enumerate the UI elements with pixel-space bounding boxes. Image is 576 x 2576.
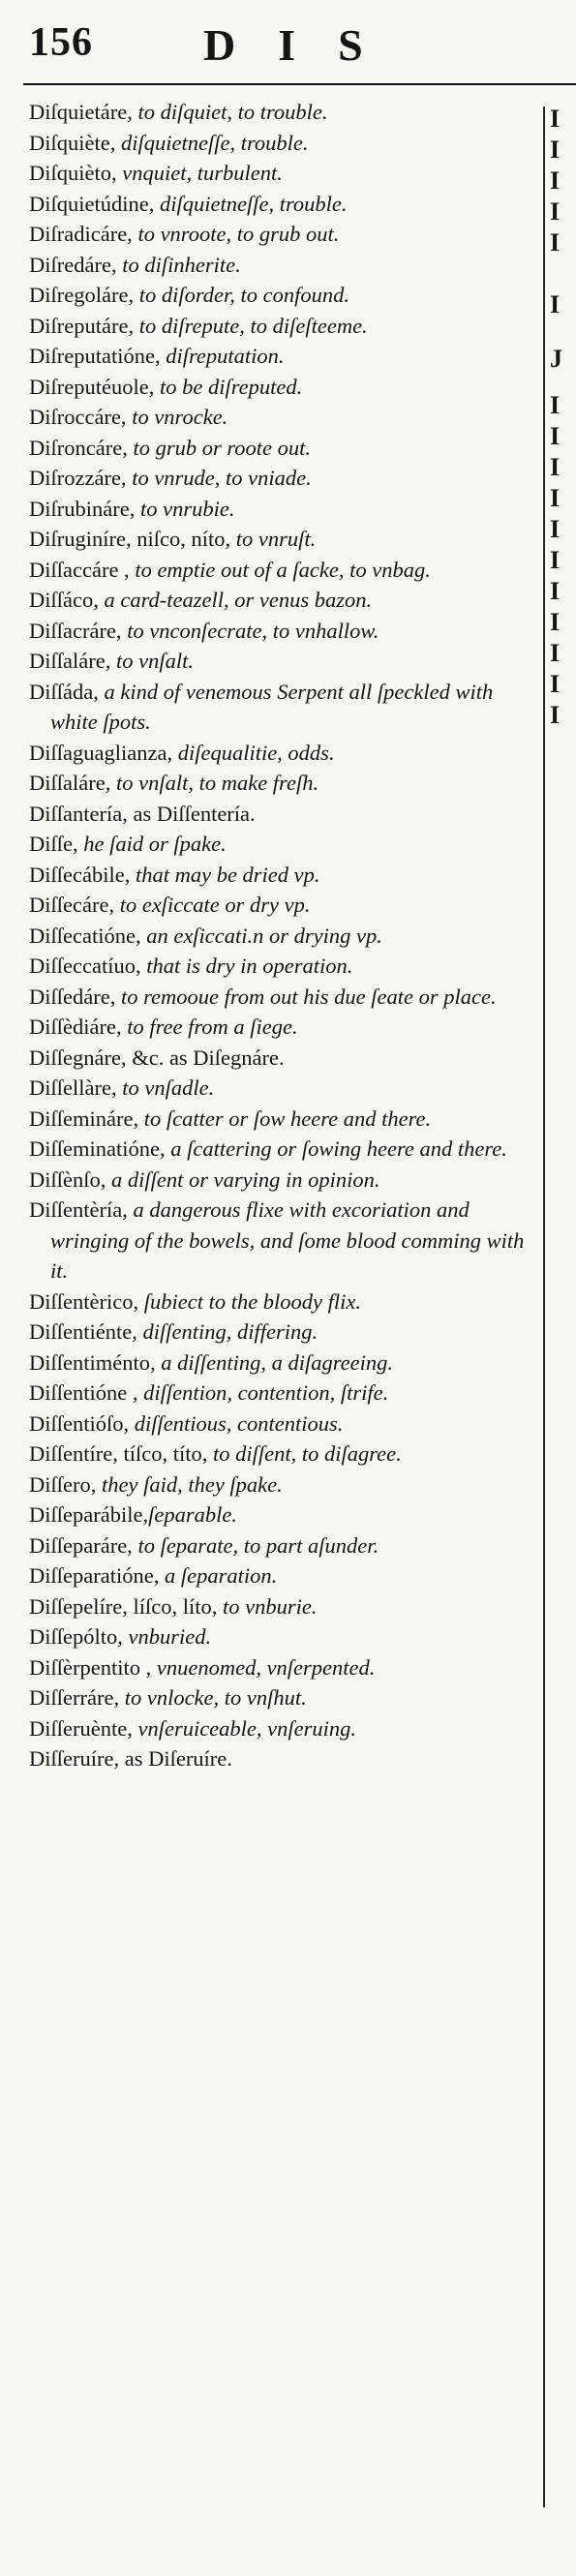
entry-gloss: to vnrocke. xyxy=(126,405,228,429)
entry-headword: Diſſaláre, xyxy=(29,771,111,795)
entry-headword: Diſſeparatióne, xyxy=(29,1563,160,1588)
dictionary-entry xyxy=(29,1348,532,1379)
dictionary-entry xyxy=(29,1195,532,1287)
entry-headword: Diſquiète, xyxy=(29,130,116,155)
entry-gloss: ſubiect to the bloody flix. xyxy=(138,1288,362,1314)
entry-gloss: to diſſent, to diſagree. xyxy=(207,1441,402,1466)
header-rule xyxy=(23,83,576,85)
margin-fragment: I xyxy=(550,515,561,543)
entry-gloss: diſſentious, contentious. xyxy=(129,1410,344,1436)
dictionary-entry xyxy=(29,951,532,982)
dictionary-entry xyxy=(29,433,532,464)
entry-headword: Diſſeruènte, xyxy=(29,1715,133,1741)
entry-gloss: diſequalitie, odds. xyxy=(172,740,335,765)
entry-gloss: to diſinherite. xyxy=(116,252,241,277)
margin-fragment: I xyxy=(550,546,561,574)
dictionary-entry xyxy=(29,1378,532,1409)
entry-gloss: diſquietneſſe, trouble. xyxy=(115,130,309,155)
entry-gloss: to diſquiet, to trouble. xyxy=(132,100,328,124)
entry-gloss: to vnſadle. xyxy=(116,1076,215,1100)
dictionary-entry xyxy=(29,402,532,433)
dictionary-entry xyxy=(29,585,532,616)
margin-fragment: I xyxy=(550,197,561,226)
dictionary-entry xyxy=(29,1043,532,1074)
entry-headword: Diſſecatióne, xyxy=(29,923,141,948)
entry-headword: Diſſentiménto, xyxy=(29,1349,156,1375)
entry-headword: Diſſero, xyxy=(29,1471,97,1497)
dictionary-entry xyxy=(29,1134,532,1165)
entry-gloss: they ſaid, they ſpake. xyxy=(96,1471,283,1497)
entry-gloss: ſeparable. xyxy=(148,1502,237,1527)
entry-headword: Diſroncáre, xyxy=(29,435,128,460)
dictionary-entry xyxy=(29,1439,532,1470)
dictionary-entry xyxy=(29,494,532,525)
entry-gloss: a card-teazell, or venus bazon. xyxy=(98,588,373,612)
margin-fragment: I xyxy=(550,391,561,419)
entry-gloss: to vnroote, to grub out. xyxy=(132,222,340,246)
entry-gloss: vnſeruiceable, vnſeruing. xyxy=(132,1715,357,1741)
dictionary-entry xyxy=(29,1561,532,1591)
entry-gloss: to exſiccate or dry vp. xyxy=(114,893,311,917)
dictionary-entry xyxy=(29,646,532,677)
entry-headword: Diſſeccatíuo, xyxy=(29,954,141,978)
margin-fragment: I xyxy=(550,228,561,257)
entry-headword: Diſſeruíre, as Diſeruíre. xyxy=(29,1746,232,1771)
dictionary-entry xyxy=(29,341,532,372)
margin-fragment: I xyxy=(550,105,561,133)
entry-gloss: to vnconſecrate, to vnhallow. xyxy=(121,618,379,643)
dictionary-entry xyxy=(29,1621,532,1652)
column-divider xyxy=(543,106,545,2507)
dictionary-entry xyxy=(29,1652,532,1683)
dictionary-entry xyxy=(29,860,532,891)
entry-headword: Diſſecábile, xyxy=(29,862,131,887)
dictionary-entry xyxy=(29,799,532,830)
dictionary-entry xyxy=(29,982,532,1013)
entry-gloss: a diſſent or varying in opinion. xyxy=(106,1167,380,1192)
dictionary-entry xyxy=(29,616,532,647)
entry-gloss: to vnruſt. xyxy=(230,527,317,551)
entry-gloss: to vnſalt. xyxy=(110,649,194,673)
dictionary-entry xyxy=(29,1500,532,1530)
entry-gloss: a kind of venemous Serpent all ſpeckled with white ſpots. xyxy=(50,679,494,734)
entry-headword: Diſrozzáre, xyxy=(29,466,127,490)
entry-headword: Diſregoláre, xyxy=(29,283,135,307)
entry-headword: Diſquièto, xyxy=(29,161,117,185)
dictionary-entry xyxy=(29,1409,532,1440)
entry-headword: Diſſegnáre, &c. as Diſegnáre. xyxy=(29,1045,285,1070)
entry-gloss: to ſcatter or ſow heere and there. xyxy=(138,1106,432,1131)
margin-fragment: I xyxy=(550,670,561,698)
entry-gloss: he ſaid or ſpake. xyxy=(77,832,227,856)
entry-gloss: to vnrude, to vniade. xyxy=(126,466,312,490)
entry-gloss: to vnburie. xyxy=(217,1593,318,1619)
entry-gloss: diſquietneſſe, trouble. xyxy=(154,191,348,216)
entry-gloss: to vnrubie. xyxy=(135,496,235,521)
page-header xyxy=(29,19,571,77)
entry-gloss: a diſſenting, a diſagreeing. xyxy=(155,1349,393,1375)
entry-headword: Diſſentióſo, xyxy=(29,1410,130,1436)
entry-headword: Diſſedáre, xyxy=(29,984,116,1009)
entry-gloss: to vnlocke, to vnſhut. xyxy=(119,1685,307,1710)
margin-fragment: I xyxy=(550,453,561,481)
dictionary-entry xyxy=(29,463,532,494)
entry-headword: Diſſentióne , xyxy=(29,1380,138,1405)
entry-gloss: diſreputation. xyxy=(160,344,285,368)
entry-headword: Diſruginíre, niſco, níto, xyxy=(29,527,231,551)
page-number: 156 xyxy=(29,20,93,65)
entry-gloss: vnquiet, turbulent. xyxy=(116,161,283,185)
entry-headword: Diſſeparáre, xyxy=(29,1532,133,1558)
entry-gloss: vnuenomed, vnſerpented. xyxy=(151,1654,376,1680)
dictionary-entry xyxy=(29,738,532,769)
dictionary-entry xyxy=(29,97,532,128)
entry-headword: Diſſentiénte, xyxy=(29,1319,137,1344)
dictionary-entry xyxy=(29,1165,532,1196)
dictionary-entry xyxy=(29,311,532,342)
margin-fragment: I xyxy=(550,639,561,667)
dictionary-entry xyxy=(29,280,532,311)
dictionary-entry xyxy=(29,524,532,555)
entry-headword: Diſſentèría, xyxy=(29,1197,128,1222)
entry-headword: Diſſeminatióne, xyxy=(29,1136,166,1161)
dictionary-entry xyxy=(29,1591,532,1622)
dictionary-entry xyxy=(29,128,532,159)
entry-headword: Diſſellàre, xyxy=(29,1076,117,1100)
entry-gloss: to grub or roote out. xyxy=(127,435,312,460)
dictionary-entry xyxy=(29,1530,532,1561)
margin-fragment: I xyxy=(550,167,561,195)
margin-fragment: I xyxy=(550,701,561,729)
entry-gloss: to ſeparate, to part aſunder. xyxy=(132,1532,379,1558)
entry-gloss: diſſention, contention, ſtrife. xyxy=(137,1380,389,1405)
dictionary-entry xyxy=(29,1682,532,1713)
entry-headword: Diſſerráre, xyxy=(29,1685,120,1710)
entry-gloss: to emptie out of a ſacke, to vnbag. xyxy=(129,557,431,582)
entry-headword: Diſſaccáre , xyxy=(29,557,130,582)
entry-headword: Diſredáre, xyxy=(29,252,117,277)
running-head: DIS xyxy=(203,20,406,70)
entry-headword: Diſſentíre, tíſco, títo, xyxy=(29,1441,208,1466)
entry-gloss: to vnſalt, to make freſh. xyxy=(110,771,319,795)
entry-headword: Diſrubináre, xyxy=(29,496,136,521)
dictionary-entry xyxy=(29,1713,532,1744)
entry-headword: Diſreputatióne, xyxy=(29,344,161,368)
entry-headword: Diſquietáre, xyxy=(29,100,133,124)
dictionary-entry xyxy=(29,1104,532,1135)
entry-headword: Diſſáco, xyxy=(29,588,99,612)
entry-gloss: to diſorder, to confound. xyxy=(134,283,349,307)
dictionary-entry xyxy=(29,189,532,220)
dictionary-entry xyxy=(29,1012,532,1043)
margin-fragment: I xyxy=(550,484,561,512)
entry-gloss: that may be dried vp. xyxy=(130,862,320,887)
entry-gloss: a ſeparation. xyxy=(159,1563,278,1588)
entry-gloss: to free from a ſiege. xyxy=(121,1015,298,1039)
entry-gloss: a ſcattering or ſowing heere and there. xyxy=(165,1136,507,1161)
entry-headword: Diſſemináre, xyxy=(29,1106,139,1131)
dictionary-entry xyxy=(29,1470,532,1500)
entry-headword: Diſſentèrico, xyxy=(29,1288,139,1314)
entry-headword: Diſquietúdine, xyxy=(29,191,155,216)
dictionary-entry xyxy=(29,890,532,921)
entry-headword: Diſreputáre, xyxy=(29,313,135,338)
entry-headword: Diſſèdiáre, xyxy=(29,1015,122,1039)
entry-headword: Diſſaguaglianza, xyxy=(29,740,173,765)
entry-headword: Diſſèrpentito , xyxy=(29,1654,152,1680)
dictionary-entry xyxy=(29,219,532,250)
entry-gloss: a dangerous flixe with excoriation and wringing of the bowels, and ſome blood comming with it. xyxy=(50,1197,525,1283)
entry-gloss: to be diſreputed. xyxy=(154,374,303,399)
margin-fragment: I xyxy=(550,577,561,605)
entry-gloss: diſſenting, differing. xyxy=(136,1319,318,1344)
entry-gloss: to remooue from out his due ſeate or place. xyxy=(115,984,497,1009)
entry-gloss: an exſiccati.n or drying vp. xyxy=(140,923,382,948)
dictionary-column xyxy=(29,97,532,1774)
dictionary-entry xyxy=(29,555,532,586)
dictionary-entry xyxy=(29,250,532,281)
entry-headword: Diſſeparábile, xyxy=(29,1502,149,1527)
dictionary-entry xyxy=(29,158,532,189)
dictionary-entry xyxy=(29,1317,532,1348)
dictionary-entry xyxy=(29,768,532,799)
dictionary-entry xyxy=(29,829,532,860)
entry-headword: Diſroccáre, xyxy=(29,405,127,429)
entry-headword: Diſſecáre, xyxy=(29,893,115,917)
dictionary-entry xyxy=(29,677,532,738)
dictionary-entry xyxy=(29,1073,532,1104)
dictionary-entry xyxy=(29,1743,532,1774)
dictionary-entry xyxy=(29,1287,532,1318)
entry-headword: Diſſáda, xyxy=(29,679,99,704)
margin-fragment: I xyxy=(550,290,561,318)
entry-headword: Diſradicáre, xyxy=(29,222,133,246)
dictionary-entry xyxy=(29,921,532,952)
entry-headword: Diſſantería, as Diſſentería. xyxy=(29,801,256,826)
entry-gloss: that is dry in operation. xyxy=(140,954,353,978)
entry-headword: Diſſacráre, xyxy=(29,618,122,643)
entry-headword: Diſſepólto, xyxy=(29,1624,123,1649)
margin-fragment: J xyxy=(550,345,562,373)
dictionary-entry xyxy=(29,372,532,403)
entry-gloss: to diſrepute, to diſeſteeme. xyxy=(134,313,368,338)
entry-headword: Diſreputéuole, xyxy=(29,374,155,399)
margin-fragment: I xyxy=(550,136,561,164)
margin-fragment: I xyxy=(550,422,561,450)
margin-fragment: I xyxy=(550,608,561,636)
entry-headword: Diſſepelíre, líſco, líto, xyxy=(29,1593,218,1619)
entry-gloss: vnburied. xyxy=(122,1624,212,1649)
entry-headword: Diſſènſo, xyxy=(29,1167,106,1192)
entry-headword: Diſſe, xyxy=(29,832,78,856)
entry-headword: Diſſaláre, xyxy=(29,649,111,673)
